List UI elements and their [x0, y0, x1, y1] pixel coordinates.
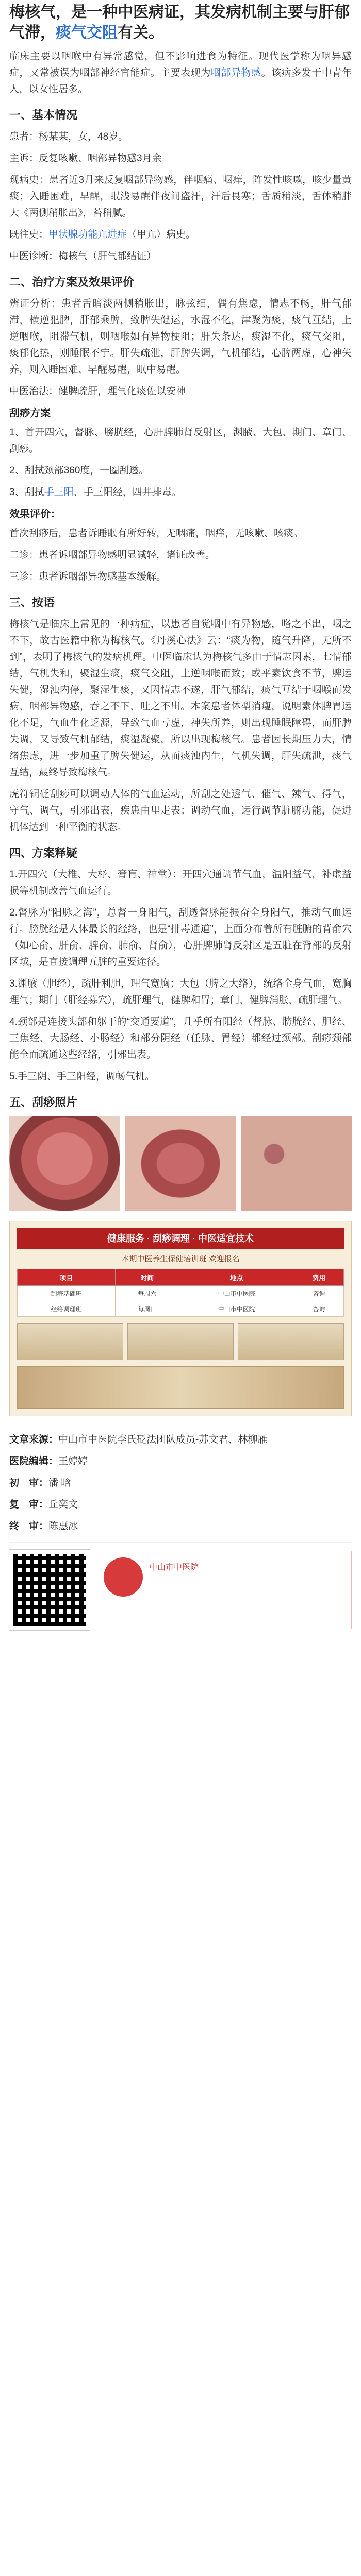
section-5-title: 五、刮痧照片 [9, 1096, 78, 1109]
review-3-line: 终 审：陈惠冰 [9, 1521, 78, 1532]
plan-step-3: 3、刮拭手三阳、手三阳经，四井排毒。 [9, 487, 182, 498]
past-history-link[interactable]: 甲状腺功能亢进症 [48, 229, 127, 240]
intro-paragraph: 临床主要以咽喉中有异常感觉，但不影响进食为特征。现代医学称为咽异感症，又常被误为咽部神经官能症。主要表现为咽部异物感。该病多发于中青年人，以女性居多。 [9, 51, 352, 95]
review-1-line: 初 审：潘 晗 [9, 1478, 71, 1488]
promo-header: 健康服务 · 刮痧调理 · 中医适宜技术 [17, 1228, 344, 1249]
promo-image-3 [238, 1323, 344, 1360]
section-2-title: 二、治疗方案及效果评价 [9, 276, 135, 289]
explanation-4: 4.颈部是连接头部和躯干的“交通要道”，几乎所有阳经（督脉、膀胱经、胆经、三焦经、大肠经、小肠经）和部分阴经（任脉、胃经）都经过颈部。刮痧颈部能全面疏通这些经络，引邪出表。 [9, 1016, 352, 1060]
present-history: 现病史：患者近3月来反复咽部异物感，伴咽痛、咽痒，阵发性咳嗽，咳少量黄痰；入睡困难，早醒，眠浅易醒伴夜间盗汗，汗后畏寒；舌质稍淡，舌体稍胖大《两侧稍胀出》，苔稍腻。 [9, 175, 352, 218]
promo-footer-image [17, 1366, 344, 1409]
explanation-2: 2.督脉为“阳脉之海”，总督一身阳气，刮透督脉能振奋全身阳气，推动气血运行。膀胱经是人体最长的经络，也是“排毒通道”，上面分布着所有脏腑的背俞穴（如心俞、肝俞、脾俞、肺俞、肾俞），心肝脾肺肾反射区是五脏在背部的反射区域，是直接调理五脏的重要途径。 [9, 907, 352, 968]
tongue-photo-2[interactable] [125, 1116, 236, 1211]
section-1-title: 一、基本情况 [9, 109, 78, 122]
qr-side-banner [97, 1551, 352, 1629]
effect-eval-1: 首次刮痧后，患者诉睡眠有所好转，无咽痛，咽痒，无咳嗽、咳痰。 [9, 528, 304, 539]
review-2-line: 复 审：丘奕文 [9, 1499, 78, 1510]
tcm-diagnosis: 中医诊断：梅核气（肝气郁结证） [9, 251, 157, 262]
explanation-3: 3.渊腋（胆经），疏肝利胆，理气宽胸；大包（脾之大络），统络全身气血，宽胸理气；期门（肝经募穴），疏肝理气，健脾和胃；章门，健脾消胀，疏肝理气。 [9, 978, 352, 1006]
scraping-plan-title: 刮痧方案 [9, 408, 51, 419]
analysis-paragraph: 辨证分析：患者舌暗淡两侧稍胀出，脉弦细，偶有焦虑，情志不畅，肝气郁滞，横逆犯脾，肝郁乘脾，致脾失健运，水湿不化，津聚为痰，痰气互结，上逆咽喉，阻滞气机，则咽喉如有异物梗阻；肝失条达，痰湿不化，痰气交阻，痰郁化热，则睡眠不宁。肝失疏泄，肝脾失调，气机郁结，心脾两虚，心神失养，则入睡困难、早醒易醒，眠中易醒。 [9, 298, 352, 375]
explanation-1: 1.开四穴（大椎、大杼、膏肓、神堂）：开四穴通调节气血，温阳益气，补虚益损等机制改善气血运行。 [9, 869, 352, 896]
promo-poster[interactable] [9, 1221, 352, 1416]
photo-gallery [9, 1116, 352, 1211]
promo-image-grid [17, 1323, 344, 1360]
effect-eval-2: 二诊：患者诉咽部异物感明显减轻，诸证改善。 [9, 550, 216, 561]
plan-step-1: 1、首开四穴，督脉、膀胱经，心肝脾肺肾反射区，渊腋、大包、期门、章门、刮痧。 [9, 427, 352, 454]
explanation-5: 5.手三阴、手三阳经，调畅气机。 [9, 1071, 155, 1082]
promo-image-2 [127, 1323, 234, 1360]
promo-col-4: 费用 [294, 1269, 343, 1286]
scraping-photo[interactable] [241, 1116, 352, 1211]
qr-caption: 中山市中医院 [149, 1563, 199, 1572]
hospital-logo [104, 1557, 143, 1597]
plan-step-2: 2、刮拭颈部360度，一圈刮透。 [9, 465, 149, 476]
past-history: 既往史：甲状腺功能亢进症（甲亢）病史。 [9, 229, 196, 240]
promo-table [17, 1269, 344, 1317]
tongue-photo-1[interactable] [9, 1116, 120, 1211]
table-row: 经络调理班 每周日 中山市中医院 咨询 [18, 1301, 344, 1317]
effect-eval-title: 效果评价： [9, 509, 61, 520]
article-title [9, 0, 352, 43]
plan-step-3-link[interactable]: 手三阳 [44, 487, 74, 498]
promo-col-1: 项目 [18, 1269, 116, 1286]
title-part-1: 梅核气，是一种中医病证，其发病机制主要与肝郁气滞， [9, 4, 350, 41]
commentary-paragraph-1: 梅核气是临床上常见的一种病症，以患者自觉咽中有异物感，咯之不出，咽之不下，故古医籍中称为梅核气。《丹溪心法》云：“痰为物，随气升降，无所不到”，表明了梅核气的发病机理。中医临床认为梅核气多由于情志因素，七情郁结，气机失和，聚湿生痰，痰气交阻，上逆咽喉而致；或平素饮食不节，脾运失健，湿浊内停，聚湿生痰，又因情志不遂，肝气郁结，痰气互结于咽喉而发病，咽部异物感，吞之不下，吐之不出。本案患者体型消瘦，说明素体脾胃运化不足，气血生化乏源，导致气血亏虚，神失所养，则出现睡眠障碍，而肝脾失调，又导致气机郁结，痰湿凝聚，所以出现梅核气。患者因长期压力大，情绪焦虑，进一步加重了脾失健运，从而痰浊内生，气机失调，肝失疏泄，痰气互结，最终导致梅核气。 [9, 619, 352, 778]
title-keyword-link[interactable]: 痰气交阻 [56, 24, 118, 41]
promo-subtitle: 本期中医养生保健培训班 欢迎报名 [121, 1255, 240, 1263]
promo-col-3: 地点 [179, 1269, 294, 1286]
qr-card[interactable] [9, 1542, 352, 1630]
commentary-paragraph-2: 虎符铜砭刮痧可以调动人体的气血运动，所刮之处透气、催气、辣气、得气，守气、调气，引邪出表，疾患由里走表；调动气血，运行调节脏腑功能，促进机体达到一种平衡的状态。 [9, 789, 352, 833]
intro-keyword-link[interactable]: 咽部异物感 [210, 67, 261, 78]
title-part-2: 有关。 [118, 24, 164, 41]
chief-complaint: 主诉：反复咳嗽、咽部异物感3月余 [9, 153, 162, 164]
section-4-title: 四、方案释疑 [9, 846, 78, 859]
qr-code[interactable] [9, 1550, 90, 1630]
section-3-title: 三、按语 [9, 596, 55, 609]
patient-info: 患者：杨某某，女，48岁。 [9, 131, 128, 142]
editor-line: 医院编辑：王婷婷 [9, 1456, 88, 1467]
promo-col-2: 时间 [115, 1269, 179, 1286]
effect-eval-3: 三诊：患者诉咽部异物感基本缓解。 [9, 571, 167, 582]
treatment-principle: 中医治法：健脾疏肝，理气化痰佐以安神 [9, 386, 186, 397]
table-row: 刮痧基础班 每周六 中山市中医院 咨询 [18, 1286, 344, 1301]
source-line: 文章来源：中山市中医院李氏砭法团队成员-苏文君、林柳雁 [9, 1434, 268, 1445]
promo-image-1 [17, 1323, 123, 1360]
